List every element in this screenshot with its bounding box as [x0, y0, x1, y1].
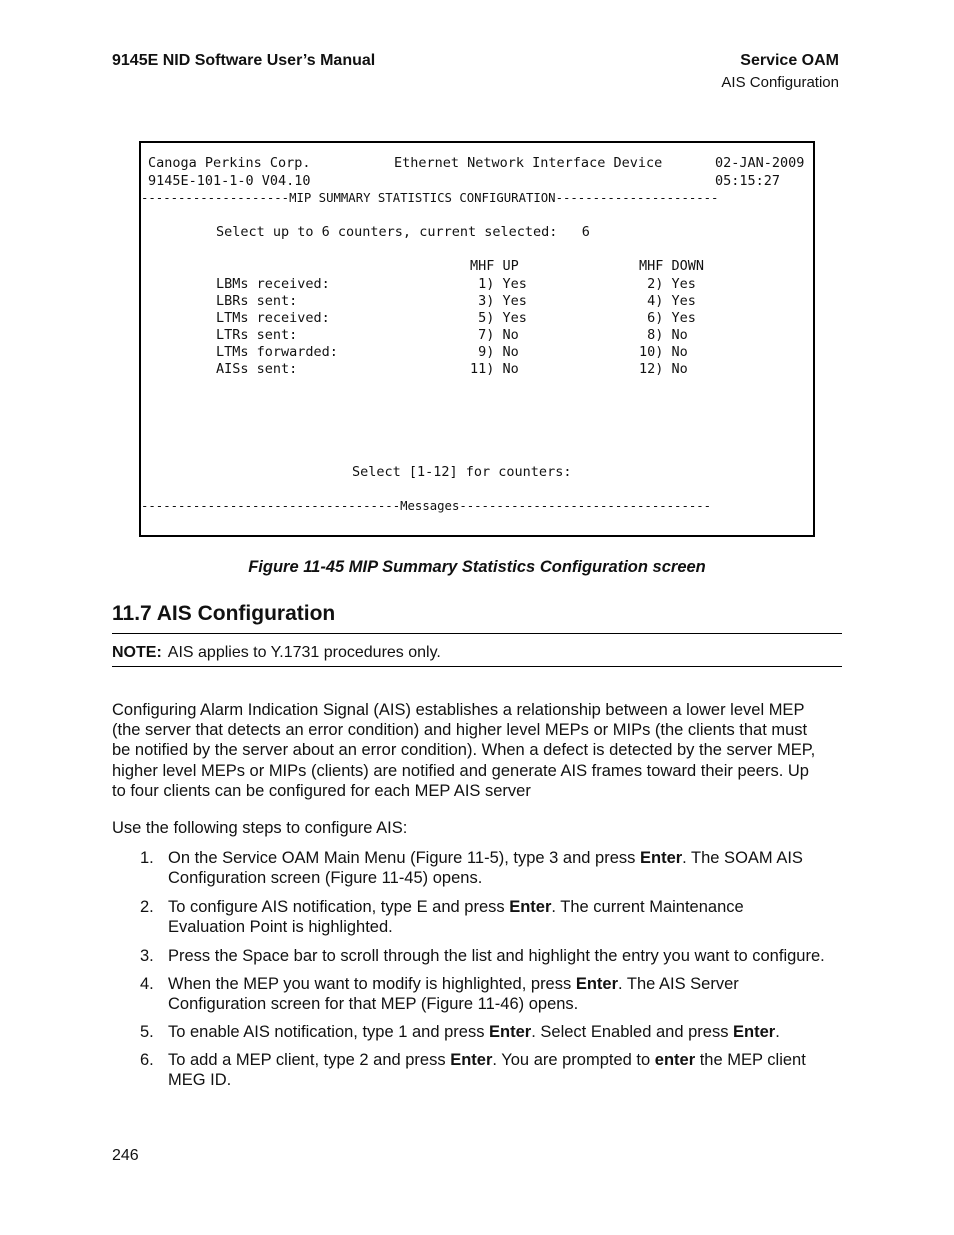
intro-line: (the server that detects an error condition) and higher level MEPs or MIPs (the clients that must	[112, 721, 808, 740]
header-chapter-title: Service OAM	[740, 52, 839, 69]
intro-paragraph	[112, 700, 844, 801]
counter-down: 6) Yes	[639, 310, 696, 326]
counter-up: 1) Yes	[470, 276, 527, 292]
figure-caption: Figure 11-45 MIP Summary Statistics Configuration screen	[248, 558, 706, 576]
screen-version: 9145E-101-1-0 V04.10	[148, 173, 311, 189]
note	[112, 644, 441, 662]
note-rule	[112, 666, 842, 667]
header-manual-title: 9145E NID Software User’s Manual	[112, 52, 376, 69]
page-number: 246	[112, 1147, 139, 1164]
screen-col-mhf-down: MHF DOWN	[639, 258, 705, 274]
step-number: 5.	[140, 1023, 154, 1041]
counter-down: 12) No	[639, 361, 688, 377]
step-text: To configure AIS notification, type E and press Enter. The current Maintenance Evaluation Point is highlighted.	[168, 898, 744, 937]
screen-device: Ethernet Network Interface Device	[394, 155, 663, 171]
steps-intro: Use the following steps to configure AIS:	[112, 819, 408, 837]
step-text: On the Service OAM Main Menu (Figure 11-5), type 3 and press Enter. The SOAM AIS Configuration screen (Figure 11-45) opens.	[168, 849, 803, 888]
step-number: 6.	[140, 1051, 154, 1069]
counter-down: 2) Yes	[639, 276, 696, 292]
step-number: 3.	[140, 947, 154, 965]
intro-line: higher level MEPs or MIPs (clients) are notified and generate AIS frames toward their peers. Up	[112, 761, 809, 780]
step-text: To enable AIS notification, type 1 and press Enter. Select Enabled and press Enter.	[168, 1023, 780, 1041]
step-text: Press the Space bar to scroll through the list and highlight the entry you want to configure.	[168, 947, 825, 965]
heading-rule	[112, 633, 842, 634]
counter-up: 11) No	[470, 361, 519, 377]
note-text: AIS applies to Y.1731 procedures only.	[167, 644, 441, 661]
header-section-title: AIS Configuration	[721, 74, 839, 91]
counter-label: AISs sent:	[216, 361, 298, 377]
screen-date: 02-JAN-2009	[715, 155, 805, 171]
intro-line: Configuring Alarm Indication Signal (AIS) establishes a relationship between a lower level MEP	[112, 701, 805, 719]
intro-line: be notified by the server about an error condition). When a defect is detected by the server MEP,	[112, 741, 816, 760]
counter-up: 3) Yes	[470, 293, 527, 309]
screen-select-up-to: Select up to 6 counters, current selected: 6	[216, 224, 590, 240]
counter-label: LBMs received:	[216, 276, 330, 292]
screen-messages-bar: -----------------------------------Messages----------------------------------	[141, 499, 712, 513]
note-label: NOTE:	[112, 644, 162, 661]
counter-label: LTMs received:	[216, 310, 330, 326]
step-number: 1.	[140, 849, 154, 867]
counter-down: 4) Yes	[639, 293, 696, 309]
counter-down: 8) No	[639, 327, 688, 343]
counter-label: LTMs forwarded:	[216, 344, 338, 360]
counter-up: 9) No	[470, 344, 519, 360]
counter-up: 5) Yes	[470, 310, 527, 326]
screen-title-bar: --------------------MIP SUMMARY STATISTICS CONFIGURATION----------------------	[141, 191, 719, 205]
step-text: To add a MEP client, type 2 and press Enter. You are prompted to enter the MEP client MEG ID.	[168, 1051, 806, 1090]
counter-up: 7) No	[470, 327, 519, 343]
counter-down: 10) No	[639, 344, 688, 360]
step-text: When the MEP you want to modify is highlighted, press Enter. The AIS Server Configuration screen for that MEP (Figure 11-46) opens.	[168, 975, 739, 1014]
terminal-screen	[139, 141, 815, 537]
screen-time: 05:15:27	[715, 173, 781, 189]
screen-prompt: Select [1-12] for counters:	[352, 464, 572, 480]
counter-label: LBRs sent:	[216, 293, 298, 309]
intro-line: to four clients can be configured for each MEP AIS server	[112, 781, 531, 800]
screen-col-mhf-up: MHF UP	[470, 258, 519, 274]
screen-company: Canoga Perkins Corp.	[148, 155, 311, 171]
step-number: 4.	[140, 975, 154, 993]
counter-label: LTRs sent:	[216, 327, 298, 343]
step-number: 2.	[140, 898, 154, 916]
section-heading: 11.7 AIS Configuration	[112, 602, 336, 625]
